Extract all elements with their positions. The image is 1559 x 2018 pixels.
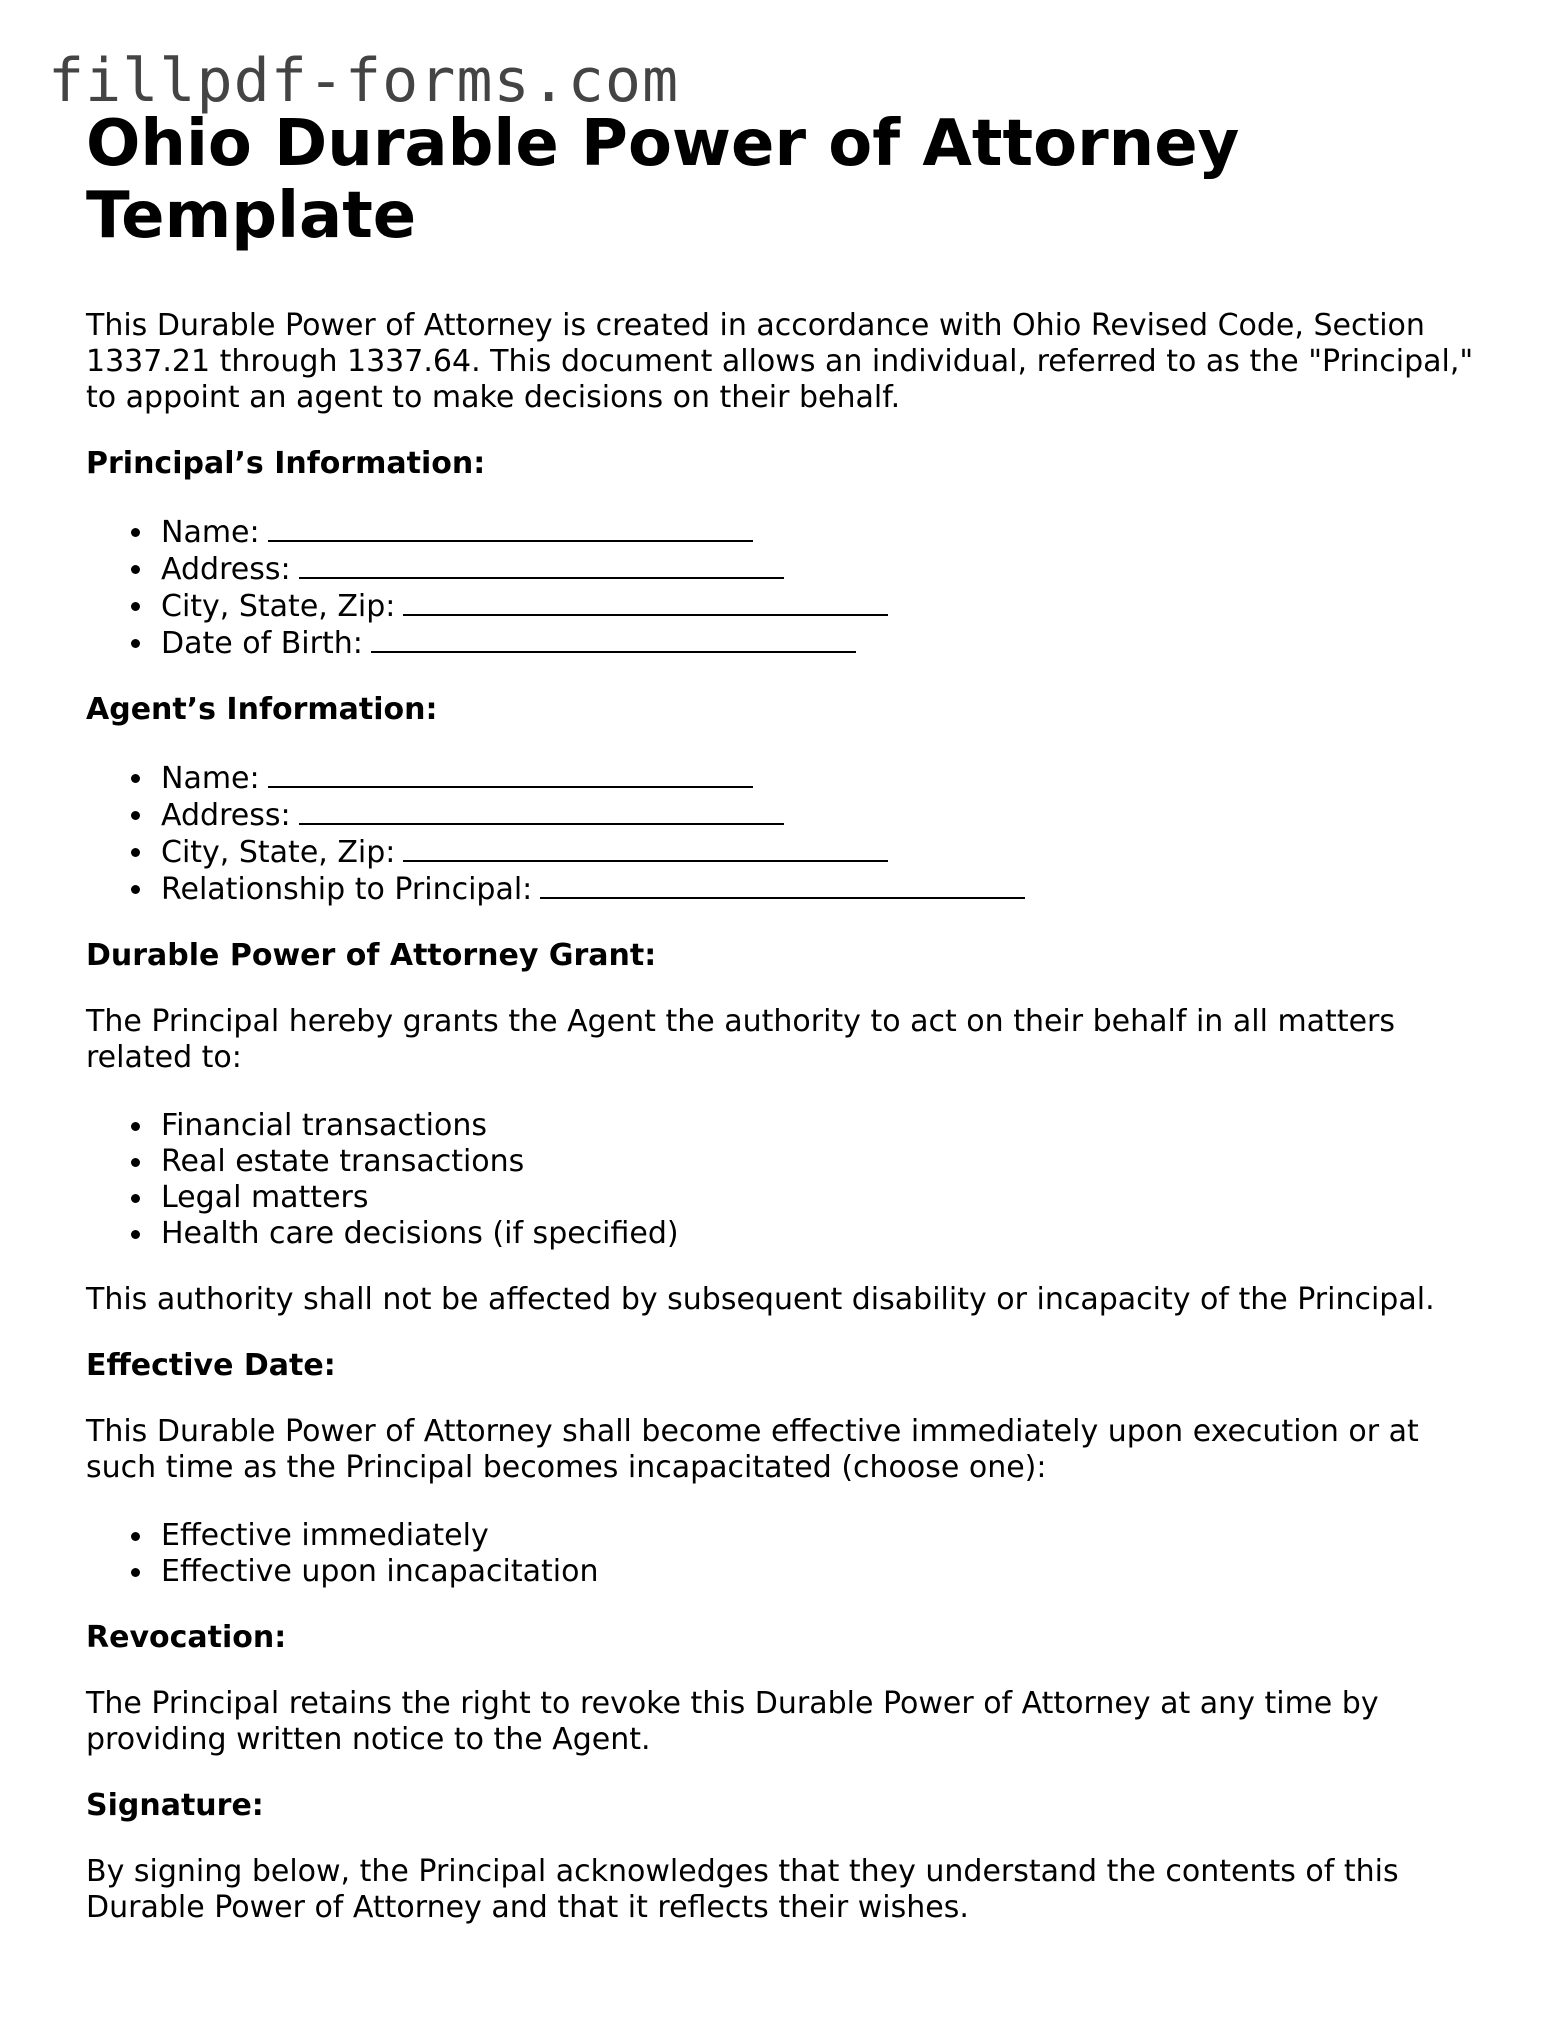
field-label: Name: <box>161 515 260 550</box>
grant-note: This authority shall not be affected by subsequent disability or incapacity of the Principal. <box>86 1282 1435 1317</box>
principal-dob-field[interactable] <box>161 625 1486 662</box>
list-item: Health care decisions (if specified) <box>161 1216 1486 1252</box>
principal-name-field[interactable] <box>161 514 1486 551</box>
blank-line[interactable] <box>268 514 753 542</box>
field-label: City, State, Zip: <box>161 835 396 870</box>
effective-option-incapacitation: Effective upon incapacitation <box>161 1554 1486 1590</box>
blank-line[interactable] <box>299 551 784 579</box>
list-item: Real estate transactions <box>161 1144 1486 1180</box>
revocation-heading: Revocation: <box>86 1620 287 1655</box>
watermark: fillpdf-forms.com <box>48 46 680 116</box>
agent-relationship-field[interactable] <box>161 871 1486 908</box>
grant-list <box>86 1108 1486 1252</box>
effective-option-immediately: Effective immediately <box>161 1518 1486 1554</box>
effective-heading: Effective Date: <box>86 1348 336 1383</box>
blank-line[interactable] <box>371 625 856 653</box>
grant-heading: Durable Power of Attorney Grant: <box>86 938 657 973</box>
signature-paragraph: By signing below, the Principal acknowledges that they understand the contents of this Durable Power of Attorney and that it reflects their wishes. <box>86 1854 1399 1925</box>
agent-fields-list <box>86 760 1486 908</box>
page-title: Ohio Durable Power of Attorney Template <box>86 107 1240 253</box>
signature-heading: Signature: <box>86 1788 264 1823</box>
agent-address-field[interactable] <box>161 797 1486 834</box>
agent-name-field[interactable] <box>161 760 1486 797</box>
principal-address-field[interactable] <box>161 551 1486 588</box>
blank-line[interactable] <box>403 834 888 862</box>
document-body <box>86 108 1486 1926</box>
field-label: Name: <box>161 761 260 796</box>
effective-paragraph: This Durable Power of Attorney shall become effective immediately upon execution or at such time as the Principal becomes incapacitated (choose one): <box>86 1414 1419 1485</box>
effective-options-list <box>86 1518 1486 1590</box>
principal-heading: Principal’s Information: <box>86 446 486 481</box>
principal-fields-list <box>86 514 1486 662</box>
list-item: Legal matters <box>161 1180 1486 1216</box>
revocation-paragraph: The Principal retains the right to revoke this Durable Power of Attorney at any time by providing written notice to the Agent. <box>86 1686 1379 1757</box>
intro-paragraph: This Durable Power of Attorney is created in accordance with Ohio Revised Code, Section 1337.21 through 1337.64. This document allows an individual, referred to as the "Principal," to appoint an agent to make decisions on their behalf. <box>86 308 1474 415</box>
field-label: City, State, Zip: <box>161 589 396 624</box>
field-label: Address: <box>161 552 291 587</box>
field-label: Address: <box>161 798 291 833</box>
list-item: Financial transactions <box>161 1108 1486 1144</box>
agent-heading: Agent’s Information: <box>86 692 438 727</box>
field-label: Date of Birth: <box>161 626 363 661</box>
blank-line[interactable] <box>268 760 753 788</box>
grant-paragraph: The Principal hereby grants the Agent the authority to act on their behalf in all matters related to: <box>86 1004 1395 1075</box>
agent-city-state-zip-field[interactable] <box>161 834 1486 871</box>
field-label: Relationship to Principal: <box>161 872 533 907</box>
principal-city-state-zip-field[interactable] <box>161 588 1486 625</box>
blank-line[interactable] <box>299 797 784 825</box>
blank-line[interactable] <box>540 871 1025 899</box>
blank-line[interactable] <box>403 588 888 616</box>
